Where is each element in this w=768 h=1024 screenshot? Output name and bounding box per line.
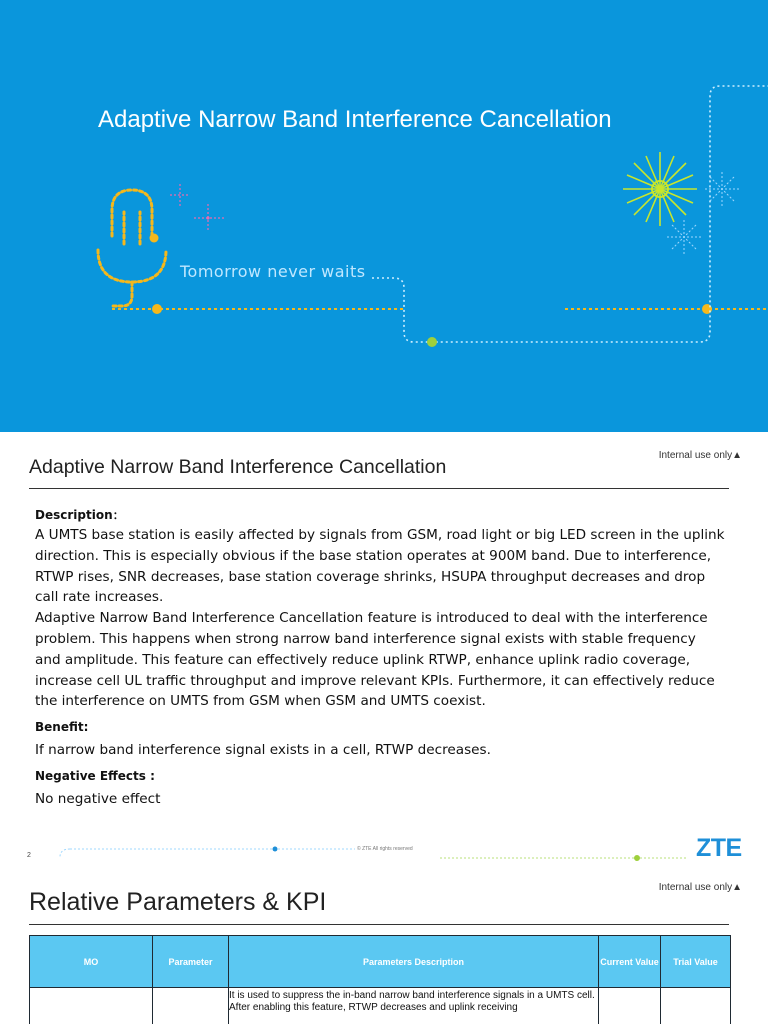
title-divider bbox=[29, 488, 729, 489]
cell-trial-value bbox=[661, 988, 731, 1024]
title-divider bbox=[29, 924, 729, 925]
benefit-label: Benefit: bbox=[35, 720, 89, 735]
page-number: 2 bbox=[27, 852, 31, 859]
parameters-slide bbox=[0, 868, 768, 1024]
description-label: Description： bbox=[35, 508, 125, 522]
header-mo: MO bbox=[30, 936, 153, 988]
negative-effects-text: No negative effect bbox=[35, 790, 161, 807]
copyright-text: © ZTE All rights reserved bbox=[357, 846, 413, 852]
header-trial-value: Trial Value bbox=[661, 936, 731, 988]
header-parameters-description: Parameters Description bbox=[229, 936, 599, 988]
internal-use-tag: Internal use only▲ bbox=[658, 882, 742, 893]
description-slide bbox=[0, 432, 768, 868]
slide-title: Adaptive Narrow Band Interference Cancellation bbox=[29, 456, 447, 478]
cell-current-value bbox=[599, 988, 661, 1024]
internal-use-tag: Internal use only▲ bbox=[658, 450, 742, 461]
slide-body bbox=[35, 506, 725, 810]
negative-effects-label: Negative Effects : bbox=[35, 768, 155, 783]
cover-decoration bbox=[0, 0, 768, 432]
table-row bbox=[30, 988, 731, 1024]
zte-logo: ZTE bbox=[696, 834, 742, 862]
description-paragraph-2: Adaptive Narrow Band Interference Cancellation feature is introduced to deal with the interference problem. This happens when strong narrow band interference signal exists with stable frequency and amplitude. This feature can effectively reduce uplink RTWP, enhance uplink radio coverage, increase cell UL traffic throughput and improve relevant KPIs. Furthermore, it can effectively reduce the interference on UMTS from GSM when GSM and UMTS coexist. bbox=[35, 610, 715, 710]
header-parameter: Parameter bbox=[153, 936, 229, 988]
benefit-text: If narrow band interference signal exists in a cell, RTWP decreases. bbox=[35, 742, 491, 759]
description-paragraph-1: A UMTS base station is easily affected by signals from GSM, road light or big LED screen in the uplink direction. This is especially obvious if the base station operates at 900M band. Due to interference, RTWP rises, SNR decreases, base station coverage shrinks, HSUPA throughput decreases and drop call rate increases. bbox=[35, 527, 725, 606]
slide-title: Relative Parameters & KPI bbox=[29, 888, 327, 916]
cell-parameter bbox=[153, 988, 229, 1024]
slide-footer bbox=[0, 832, 768, 868]
parameters-table bbox=[29, 935, 731, 1024]
header-current-value: Current Value bbox=[599, 936, 661, 988]
microphone-icon bbox=[98, 190, 166, 306]
tagline: Tomorrow never waits bbox=[180, 262, 366, 281]
cell-description: It is used to suppress the in-band narrow band interference signals in a UMTS cell. After enabling this feature, RTWP decreases and uplink receiving bbox=[229, 988, 599, 1024]
cover-title: Adaptive Narrow Band Interference Cancellation bbox=[98, 106, 612, 133]
cell-mo bbox=[30, 988, 153, 1024]
cover-slide bbox=[0, 0, 768, 432]
table-header-row bbox=[30, 936, 731, 988]
